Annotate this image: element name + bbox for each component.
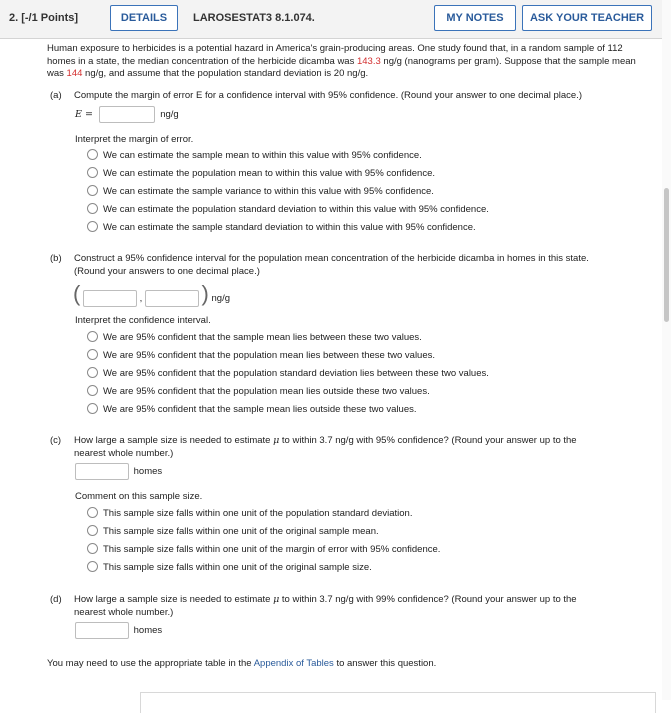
radio-button[interactable]: [87, 525, 98, 536]
comma: ,: [139, 293, 143, 304]
part-b-option-3[interactable]: [87, 367, 489, 381]
part-b-option-1[interactable]: [87, 331, 422, 345]
radio-button[interactable]: [87, 167, 98, 178]
part-b-interval-row: [73, 283, 230, 305]
part-a-field-row: [75, 106, 179, 123]
intro-text-2: ng/g (nanograms per gram). Suppose that the sample mean was: [47, 55, 636, 79]
part-b-option-5[interactable]: [87, 403, 417, 417]
question-header: [0, 0, 662, 39]
upper-bound-input[interactable]: [145, 290, 199, 307]
part-d-prompt-b: to within 3.7 ng/g with 99% confidence? (Round your answer up to the: [279, 594, 577, 605]
intro-text-3: ng/g, and assume that the population standard deviation is 20 ng/g.: [82, 68, 369, 79]
option-text: We are 95% confident that the sample mean lies between these two values.: [103, 332, 422, 343]
sample-size-95-input[interactable]: [75, 463, 129, 480]
radio-button[interactable]: [87, 185, 98, 196]
close-paren: ): [201, 281, 209, 306]
part-a-label: (a): [50, 90, 62, 101]
scrollbar[interactable]: [662, 0, 671, 700]
option-text: We can estimate the population mean to within this value with 95% confidence.: [103, 168, 435, 179]
margin-error-input[interactable]: [99, 106, 155, 123]
option-text: We can estimate the sample mean to within this value with 95% confidence.: [103, 150, 422, 161]
part-c-option-4[interactable]: [87, 561, 372, 575]
radio-button[interactable]: [87, 149, 98, 160]
part-a-option-4[interactable]: [87, 203, 489, 217]
median-value: 143.3: [356, 55, 381, 67]
part-b-prompt-line1: Construct a 95% confidence interval for the population mean concentration of the herbicide dicamba in homes in this state.: [74, 253, 589, 264]
radio-button[interactable]: [87, 331, 98, 342]
part-b-interpret-label: Interpret the confidence interval.: [75, 315, 211, 326]
part-b-prompt-line2: (Round your answers to one decimal place.): [74, 266, 260, 277]
part-b-label: (b): [50, 253, 62, 264]
next-section-box: [140, 692, 656, 713]
footer-text-2: to answer this question.: [333, 658, 437, 669]
radio-button[interactable]: [87, 349, 98, 360]
e-label: E =: [75, 109, 93, 121]
part-c-comment-label: Comment on this sample size.: [75, 491, 203, 502]
intro-text-1: Human exposure to herbicides is a potential hazard in America's grain-producing areas. One study found that, in a random sample of 112 homes in a state, the median concentration of the herbicide dicamba was: [47, 43, 623, 67]
my-notes-button[interactable]: MY NOTES: [434, 5, 516, 31]
part-d-field-row: [75, 622, 162, 639]
radio-button[interactable]: [87, 385, 98, 396]
part-a-option-5[interactable]: [87, 221, 476, 235]
part-b-unit: ng/g: [211, 293, 230, 304]
part-c-option-3[interactable]: [87, 543, 440, 557]
part-a-option-1[interactable]: [87, 149, 422, 163]
radio-button[interactable]: [87, 403, 98, 414]
appendix-link[interactable]: Appendix of Tables: [253, 658, 334, 669]
question-id: LAROSESTAT3 8.1.074.: [193, 12, 315, 24]
ask-teacher-button[interactable]: ASK YOUR TEACHER: [522, 5, 652, 31]
part-b-option-4[interactable]: [87, 385, 430, 399]
mu-symbol: μ: [273, 594, 280, 605]
part-d-label: (d): [50, 594, 62, 605]
part-c-prompt-line1: [74, 435, 648, 448]
option-text: We are 95% confident that the sample mean lies outside these two values.: [103, 404, 417, 415]
radio-button[interactable]: [87, 221, 98, 232]
part-a-unit: ng/g: [160, 109, 179, 121]
option-text: We can estimate the population standard deviation to within this value with 95% confidence.: [103, 204, 489, 215]
option-text: We are 95% confident that the population mean lies outside these two values.: [103, 386, 430, 397]
problem-intro: [47, 43, 651, 81]
part-c-field-row: [75, 463, 162, 480]
radio-button[interactable]: [87, 367, 98, 378]
option-text: We can estimate the sample standard deviation to within this value with 95% confidence.: [103, 222, 476, 233]
option-text: We are 95% confident that the population standard deviation lies between these two values.: [103, 368, 489, 379]
footer-text-1: You may need to use the appropriate table in the: [47, 658, 254, 669]
part-c-prompt-line2: nearest whole number.): [74, 448, 174, 459]
open-paren: (: [73, 281, 81, 306]
part-c-label: (c): [50, 435, 62, 446]
option-text: We can estimate the sample variance to within this value with 95% confidence.: [103, 186, 434, 197]
option-text: This sample size falls within one unit of the original sample mean.: [103, 526, 379, 537]
part-c-prompt-b: to within 3.7 ng/g with 95% confidence? (Round your answer up to the: [279, 435, 577, 446]
radio-button[interactable]: [87, 561, 98, 572]
radio-button[interactable]: [87, 203, 98, 214]
radio-button[interactable]: [87, 543, 98, 554]
details-button[interactable]: DETAILS: [110, 5, 178, 31]
radio-button[interactable]: [87, 507, 98, 518]
question-number: 2. [-/1 Points]: [9, 12, 79, 24]
option-text: We are 95% confident that the population mean lies between these two values.: [103, 350, 436, 361]
part-b-option-2[interactable]: [87, 349, 435, 363]
part-c-option-2[interactable]: [87, 525, 379, 539]
mean-value: 144: [66, 68, 83, 79]
part-c-unit: homes: [133, 466, 163, 478]
option-text: This sample size falls within one unit of the margin of error with 95% confidence.: [103, 544, 441, 555]
part-c-prompt-a: How large a sample size is needed to estimate: [74, 435, 274, 446]
part-a-option-2[interactable]: [87, 167, 435, 181]
part-a-option-3[interactable]: [87, 185, 434, 199]
part-a-interpret-label: Interpret the margin of error.: [75, 134, 194, 145]
part-d-prompt-a: How large a sample size is needed to estimate: [74, 594, 274, 605]
part-d-unit: homes: [133, 625, 163, 637]
scrollbar-thumb[interactable]: [664, 188, 669, 322]
footer-note: [47, 658, 436, 669]
lower-bound-input[interactable]: [83, 290, 137, 307]
part-d-prompt-line2: nearest whole number.): [74, 607, 174, 618]
option-text: This sample size falls within one unit of the population standard deviation.: [103, 508, 413, 519]
option-text: This sample size falls within one unit of the original sample size.: [103, 562, 372, 573]
part-c-option-1[interactable]: [87, 507, 412, 521]
part-d-prompt-line1: [74, 594, 648, 607]
part-a-prompt: Compute the margin of error E for a confidence interval with 95% confidence. (Round your answer to one decimal place.): [74, 90, 582, 101]
sample-size-99-input[interactable]: [75, 622, 129, 639]
mu-symbol: μ: [273, 435, 280, 446]
